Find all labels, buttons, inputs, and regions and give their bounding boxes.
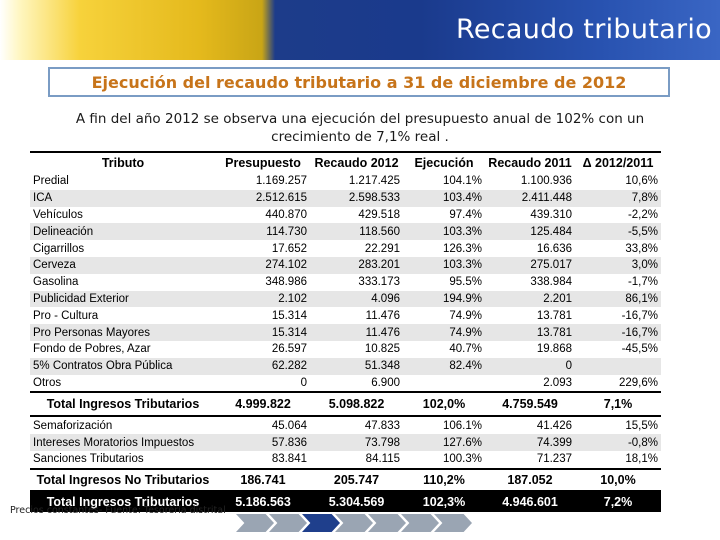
cell-value: 5.304.569 <box>310 491 403 512</box>
cell-value: 4.946.601 <box>485 491 575 512</box>
table-header <box>30 152 661 173</box>
cell-value: 74.399 <box>485 434 575 451</box>
cell-value: 1.169.257 <box>255 175 307 188</box>
cell-value: 103.3% <box>403 223 485 240</box>
cell-value: 26.597 <box>271 343 307 356</box>
cell-label: Cerveza <box>30 257 216 274</box>
cell-value: 229,6% <box>618 376 658 389</box>
total-tributarios-row <box>30 392 661 416</box>
cell-label: Fondo de Pobres, Azar <box>33 343 151 356</box>
cell-value: 4.759.549 <box>485 392 575 416</box>
cell-value: 10.825 <box>364 343 400 356</box>
header-banner <box>0 0 720 60</box>
cell-value: 333.173 <box>358 276 400 289</box>
nav-chevron-icon[interactable] <box>335 514 373 532</box>
cell-label: Total Ingresos Tributarios <box>30 491 216 512</box>
cell-value: -1,7% <box>627 276 658 289</box>
table-row <box>30 240 661 257</box>
table-row <box>30 434 661 451</box>
cell-label: Vehículos <box>33 208 83 221</box>
nav-chevron-icon[interactable] <box>236 514 274 532</box>
cell-value: 283.201 <box>310 257 403 274</box>
cell-label: Sanciones Tributarios <box>33 453 144 466</box>
cell-value: 57.836 <box>216 434 310 451</box>
col-ejecucion: Ejecución <box>403 152 485 173</box>
revenue-table <box>30 151 661 512</box>
cell-value: 18,1% <box>625 453 658 466</box>
cell-value: -5,5% <box>575 223 661 240</box>
cell-label: Delineación <box>30 223 216 240</box>
cell-value: 11.476 <box>310 324 403 341</box>
table-row <box>30 307 661 324</box>
table-row <box>30 274 661 291</box>
cell-value: 95.5% <box>449 276 482 289</box>
cell-value: 10,6% <box>625 175 658 188</box>
cell-label: Otros <box>33 376 62 389</box>
cell-value: 104.1% <box>442 175 482 188</box>
cell-value: 4.999.822 <box>216 392 310 416</box>
cell-value: 4.096 <box>310 291 403 308</box>
cell-value: 274.102 <box>216 257 310 274</box>
col-delta: Δ 2012/2011 <box>575 152 661 173</box>
cell-value: 1.217.425 <box>348 175 400 188</box>
cell-label: 5% Contratos Obra Pública <box>30 358 216 375</box>
cell-value <box>403 375 485 393</box>
cell-value: 275.017 <box>485 257 575 274</box>
cell-value: 103.3% <box>403 257 485 274</box>
col-recaudo-2011: Recaudo 2011 <box>485 152 575 173</box>
cell-value: 84.115 <box>365 453 400 466</box>
nav-chevron-icon[interactable] <box>269 514 307 532</box>
cell-value: 194.9% <box>403 291 485 308</box>
cell-value: 3,0% <box>575 257 661 274</box>
table-row <box>30 173 661 190</box>
table-row <box>30 207 661 224</box>
subtitle: Ejecución del recaudo tributario a 31 de diciembre de 2012 <box>91 73 627 92</box>
cell-value: 15.314 <box>216 324 310 341</box>
cell-value: 13.781 <box>536 309 572 322</box>
cell-value: 40.7% <box>449 343 482 356</box>
cell-value: 17.652 <box>271 242 307 255</box>
cell-value: 7,1% <box>575 392 661 416</box>
nav-chevron-icon[interactable] <box>401 514 439 532</box>
cell-value: 0 <box>300 376 307 389</box>
cell-value: 125.484 <box>485 223 575 240</box>
table-row <box>30 341 661 358</box>
cell-value: 73.798 <box>310 434 403 451</box>
cell-label: Total Ingresos Tributarios <box>30 392 216 416</box>
cell-value: 82.4% <box>403 358 485 375</box>
cell-value: 19.868 <box>536 343 572 356</box>
cell-value: 348.986 <box>265 276 307 289</box>
cell-value: 62.282 <box>216 358 310 375</box>
nav-chevrons <box>236 514 496 532</box>
footnote: Precios constantes- Fuente: Tesorería distrital <box>10 505 226 516</box>
cell-value: 71.237 <box>536 453 572 466</box>
cell-value: 187.052 <box>485 469 575 491</box>
cell-value <box>575 358 661 375</box>
nav-chevron-icon[interactable] <box>368 514 406 532</box>
cell-value: 22.291 <box>364 242 400 255</box>
cell-label: Cigarrillos <box>33 242 85 255</box>
nav-chevron-icon[interactable] <box>434 514 472 532</box>
cell-label: Predial <box>33 175 69 188</box>
cell-value: 0 <box>485 358 575 375</box>
cell-value: 110,2% <box>403 469 485 491</box>
cell-label: Total Ingresos No Tributarios <box>30 469 216 491</box>
cell-value: 102,0% <box>403 392 485 416</box>
cell-value: 2.411.448 <box>485 190 575 207</box>
cell-value: -16,7% <box>575 324 661 341</box>
table-row <box>30 324 661 341</box>
table-row <box>30 291 661 308</box>
subtitle-box <box>48 67 670 97</box>
cell-value: 338.984 <box>530 276 572 289</box>
cell-value: 106.1% <box>442 419 482 432</box>
cell-value: 97.4% <box>449 208 482 221</box>
table-row <box>30 358 661 375</box>
cell-value: 100.3% <box>442 453 482 466</box>
cell-value: 205.747 <box>310 469 403 491</box>
cell-value: 102,3% <box>403 491 485 512</box>
table-row <box>30 451 661 469</box>
cell-value: 127.6% <box>403 434 485 451</box>
cell-value: 15.314 <box>271 309 307 322</box>
cell-value: 2.102 <box>216 291 310 308</box>
cell-value: 41.426 <box>536 419 572 432</box>
cell-value: 2.598.533 <box>310 190 403 207</box>
cell-value: 5.186.563 <box>216 491 310 512</box>
cell-label: Pro - Cultura <box>33 309 99 322</box>
cell-value: 5.098.822 <box>310 392 403 416</box>
table-row <box>30 223 661 240</box>
col-tributo: Tributo <box>30 152 216 173</box>
cell-label: Gasolina <box>33 276 79 289</box>
cell-value: -45,5% <box>621 343 658 356</box>
cell-label: Pro Personas Mayores <box>30 324 216 341</box>
nav-chevron-icon[interactable] <box>302 514 340 532</box>
table-row <box>30 257 661 274</box>
page-title: Recaudo tributario <box>456 14 712 45</box>
cell-value: 429.518 <box>358 208 400 221</box>
intro-text: A fin del año 2012 se observa una ejecución del presupuesto anual de 102% con un crecimiento de 7,1% real . <box>75 111 645 145</box>
cell-value: 11.476 <box>365 309 400 322</box>
cell-value: 10,0% <box>575 469 661 491</box>
cell-value: 186.741 <box>216 469 310 491</box>
cell-value: 45.064 <box>271 419 307 432</box>
cell-value: 118.560 <box>310 223 403 240</box>
cell-value: 47.833 <box>364 419 400 432</box>
cell-value: -0,8% <box>575 434 661 451</box>
cell-value: -2,2% <box>627 208 658 221</box>
cell-value: 74.9% <box>403 324 485 341</box>
cell-value: 1.100.936 <box>520 175 572 188</box>
cell-value: 7,8% <box>575 190 661 207</box>
cell-value: 2.512.615 <box>216 190 310 207</box>
total-no-tributarios-row <box>30 469 661 491</box>
cell-value: 33,8% <box>625 242 658 255</box>
cell-label: Semaforización <box>33 419 113 432</box>
cell-value: 15,5% <box>625 419 658 432</box>
table-row <box>30 416 661 434</box>
cell-value: 2.093 <box>543 376 572 389</box>
cell-label: Intereses Moratorios Impuestos <box>30 434 216 451</box>
cell-value: 7,2% <box>575 491 661 512</box>
cell-value: 126.3% <box>442 242 482 255</box>
cell-label: ICA <box>30 190 216 207</box>
cell-value: 86,1% <box>575 291 661 308</box>
table-row <box>30 375 661 393</box>
col-presupuesto: Presupuesto <box>216 152 310 173</box>
cell-value: 51.348 <box>310 358 403 375</box>
cell-value: 103.4% <box>403 190 485 207</box>
cell-value: 440.870 <box>265 208 307 221</box>
cell-value: 2.201 <box>485 291 575 308</box>
col-recaudo-2012: Recaudo 2012 <box>310 152 403 173</box>
cell-value: 114.730 <box>216 223 310 240</box>
table-row <box>30 190 661 207</box>
cell-value: 83.841 <box>271 453 307 466</box>
cell-value: 16.636 <box>536 242 572 255</box>
cell-value: 13.781 <box>485 324 575 341</box>
cell-value: -16,7% <box>621 309 658 322</box>
cell-value: 6.900 <box>371 376 400 389</box>
cell-value: 439.310 <box>530 208 572 221</box>
cell-label: Publicidad Exterior <box>30 291 216 308</box>
cell-value: 74.9% <box>449 309 482 322</box>
